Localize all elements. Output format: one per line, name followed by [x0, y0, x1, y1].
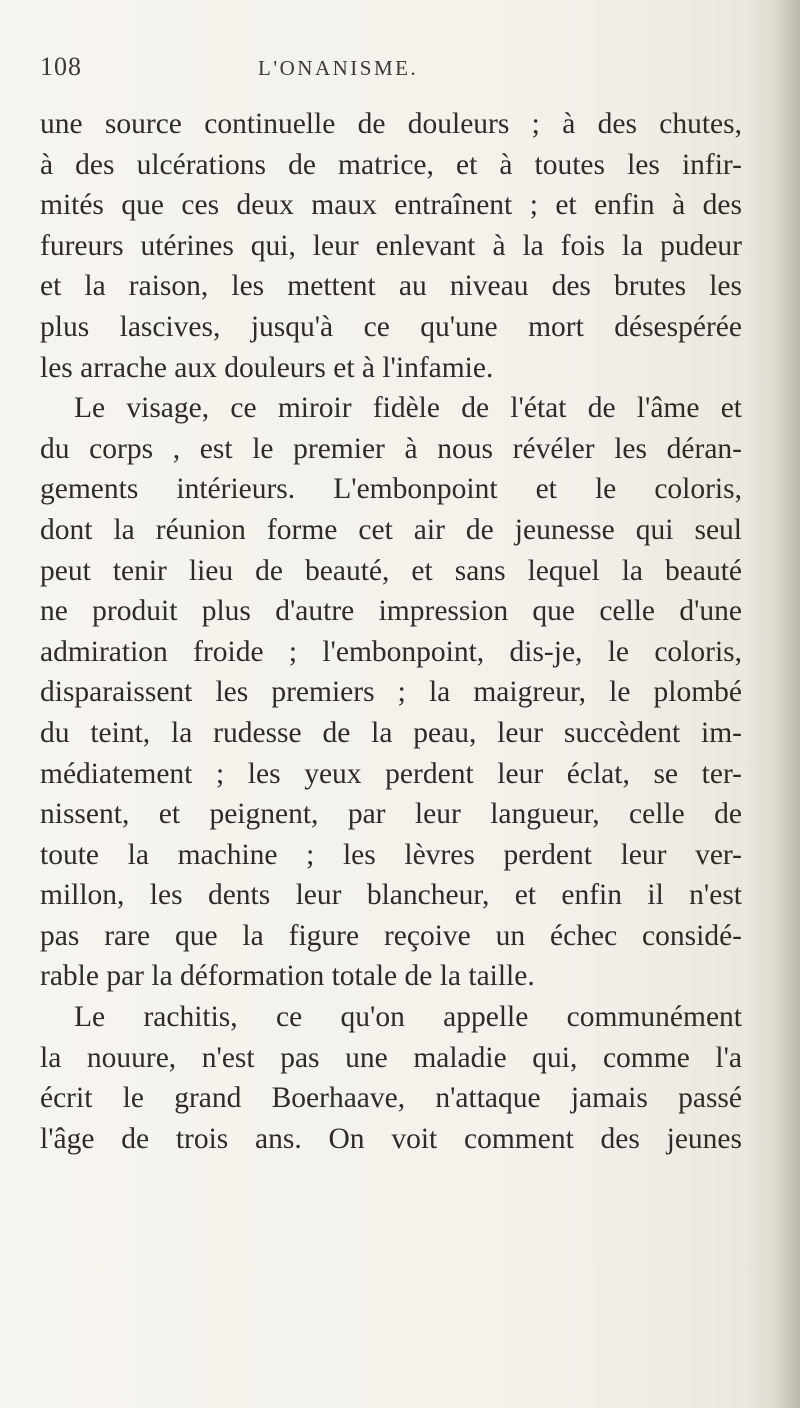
text-line-9: du corps , est le premier à nous révéler les déran- [40, 432, 742, 465]
text-line-8: Le visage, ce miroir fidèle de l'état de l'âme et [74, 392, 742, 425]
text-line-10: gements intérieurs. L'embonpoint et le coloris, [40, 473, 742, 506]
text-line-13: ne produit plus d'autre impression que celle d'une [40, 595, 742, 628]
text-line-12: peut tenir lieu de beauté, et sans lequel la beauté [40, 554, 742, 587]
text-line-16: du teint, la rudesse de la peau, leur succèdent im- [40, 716, 742, 749]
text-line-7: les arrache aux douleurs et à l'infamie. [40, 351, 494, 384]
text-line-21: pas rare que la figure reçoive un échec considé- [40, 919, 742, 952]
text-line-5: et la raison, les mettent au niveau des brutes les [40, 270, 742, 303]
text-line-11: dont la réunion forme cet air de jeunesse qui seul [40, 513, 742, 546]
running-head: L'ONANISME. [258, 56, 419, 80]
text-line-25: écrit le grand Boerhaave, n'attaque jamais passé [40, 1082, 742, 1115]
text-line-22: rable par la déformation totale de la taille. [40, 960, 535, 993]
page-header [40, 52, 740, 92]
text-line-24: la nouure, n'est pas une maladie qui, comme l'a [40, 1041, 742, 1074]
text-line-2: à des ulcérations de matrice, et à toutes les infir- [40, 148, 742, 181]
text-line-18: nissent, et peignent, par leur langueur, celle de [40, 798, 742, 831]
text-line-19: toute la machine ; les lèvres perdent leur ver- [40, 838, 742, 871]
text-line-23: Le rachitis, ce qu'on appelle communément [74, 1001, 742, 1034]
text-line-6: plus lascives, jusqu'à ce qu'une mort désespérée [40, 310, 742, 343]
text-line-14: admiration froide ; l'embonpoint, dis-je, le coloris, [40, 635, 742, 668]
text-line-15: disparaissent les premiers ; la maigreur, le plombé [40, 676, 742, 709]
text-line-1: une source continuelle de douleurs ; à des chutes, [40, 108, 742, 140]
body-text [40, 104, 742, 1159]
text-line-26: l'âge de trois ans. On voit comment des jeunes [40, 1122, 742, 1155]
page-number: 108 [40, 52, 82, 81]
text-line-20: millon, les dents leur blancheur, et enfin il n'est [40, 879, 742, 912]
text-line-3: mités que ces deux maux entraînent ; et enfin à des [40, 189, 742, 222]
text-line-17: médiatement ; les yeux perdent leur éclat, se ter- [40, 757, 742, 790]
text-line-4: fureurs utérines qui, leur enlevant à la fois la pudeur [40, 229, 742, 262]
page-edge-shadow [774, 0, 800, 1408]
